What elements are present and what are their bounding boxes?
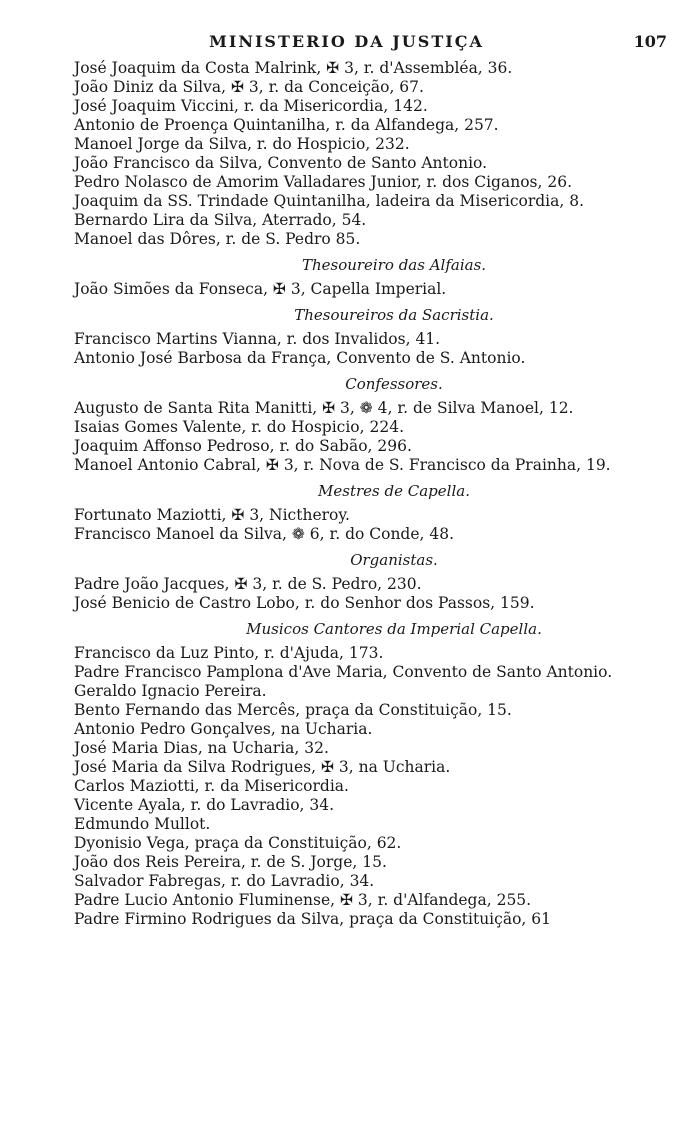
- page-header: [0, 30, 693, 56]
- list-item: Dyonisio Vega, praça da Constituição, 62.: [74, 834, 402, 852]
- list-item: Padre Lucio Antonio Fluminense, ✠ 3, r. d'Alfandega, 255.: [74, 891, 532, 909]
- list-item: Isaias Gomes Valente, r. do Hospicio, 224.: [74, 418, 405, 436]
- page-number: 107: [633, 32, 667, 51]
- list-item: José Benicio de Castro Lobo, r. do Senhor dos Passos, 159.: [74, 594, 535, 612]
- list-item: José Joaquim da Costa Malrink, ✠ 3, r. d'Assembléa, 36.: [74, 59, 513, 77]
- list-item: Bento Fernando das Mercês, praça da Constituição, 15.: [74, 701, 512, 719]
- entry-list: [74, 330, 674, 368]
- entry-list: [74, 59, 674, 249]
- list-item: Edmundo Mullot.: [74, 815, 211, 833]
- section-heading: Thesoureiro das Alfaias.: [301, 256, 487, 274]
- list-item: João Francisco da Silva, Convento de Santo Antonio.: [74, 154, 488, 172]
- list-item: Padre Francisco Pamplona d'Ave Maria, Convento de Santo Antonio.: [74, 663, 613, 681]
- list-item: José Maria Dias, na Ucharia, 32.: [74, 739, 329, 757]
- section-heading: Thesoureiros da Sacristia.: [294, 306, 494, 324]
- list-item: Padre João Jacques, ✠ 3, r. de S. Pedro, 230.: [74, 575, 422, 593]
- page-content: [74, 59, 674, 929]
- list-item: José Maria da Silva Rodrigues, ✠ 3, na Ucharia.: [74, 758, 451, 776]
- list-item: Joaquim Affonso Pedroso, r. do Sabão, 296.: [74, 437, 412, 455]
- entry-list: [74, 399, 674, 475]
- running-head: MINISTERIO DA JUSTIÇA: [209, 32, 484, 51]
- list-item: João Simões da Fonseca, ✠ 3, Capella Imperial.: [74, 280, 447, 298]
- section-heading: Mestres de Capella.: [318, 482, 470, 500]
- entry-list: [74, 506, 674, 544]
- list-item: Antonio José Barbosa da França, Convento de S. Antonio.: [74, 349, 526, 367]
- list-item: João Diniz da Silva, ✠ 3, r. da Conceição, 67.: [74, 78, 424, 96]
- entry-list: [74, 644, 674, 929]
- list-item: Salvador Fabregas, r. do Lavradio, 34.: [74, 872, 375, 890]
- list-item: Bernardo Lira da Silva, Aterrado, 54.: [74, 211, 367, 229]
- list-item: Antonio de Proença Quintanilha, r. da Alfandega, 257.: [74, 116, 499, 134]
- section-heading: Confessores.: [345, 375, 443, 393]
- list-item: Padre Firmino Rodrigues da Silva, praça da Constituição, 61: [74, 910, 551, 928]
- list-item: Manoel Jorge da Silva, r. do Hospicio, 232.: [74, 135, 410, 153]
- list-item: Manoel das Dôres, r. de S. Pedro 85.: [74, 230, 361, 248]
- list-item: Geraldo Ignacio Pereira.: [74, 682, 267, 700]
- list-item: Pedro Nolasco de Amorim Valladares Junior, r. dos Ciganos, 26.: [74, 173, 572, 191]
- list-item: Fortunato Maziotti, ✠ 3, Nictheroy.: [74, 506, 350, 524]
- section-heading: Organistas.: [350, 551, 438, 569]
- list-item: Francisco da Luz Pinto, r. d'Ajuda, 173.: [74, 644, 384, 662]
- list-item: Augusto de Santa Rita Manitti, ✠ 3, ❁ 4, r. de Silva Manoel, 12.: [74, 399, 574, 417]
- list-item: José Joaquim Viccini, r. da Misericordia, 142.: [74, 97, 428, 115]
- list-item: Joaquim da SS. Trindade Quintanilha, ladeira da Misericordia, 8.: [74, 192, 585, 210]
- entry-list: [74, 575, 674, 613]
- list-item: Manoel Antonio Cabral, ✠ 3, r. Nova de S. Francisco da Prainha, 19.: [74, 456, 611, 474]
- section-heading: Musicos Cantores da Imperial Capella.: [246, 620, 542, 638]
- list-item: Francisco Manoel da Silva, ❁ 6, r. do Conde, 48.: [74, 525, 455, 543]
- entry-list: [74, 280, 674, 299]
- list-item: Vicente Ayala, r. do Lavradio, 34.: [74, 796, 335, 814]
- list-item: Carlos Maziotti, r. da Misericordia.: [74, 777, 349, 795]
- list-item: João dos Reis Pereira, r. de S. Jorge, 15.: [74, 853, 387, 871]
- list-item: Antonio Pedro Gonçalves, na Ucharia.: [74, 720, 373, 738]
- list-item: Francisco Martins Vianna, r. dos Invalidos, 41.: [74, 330, 441, 348]
